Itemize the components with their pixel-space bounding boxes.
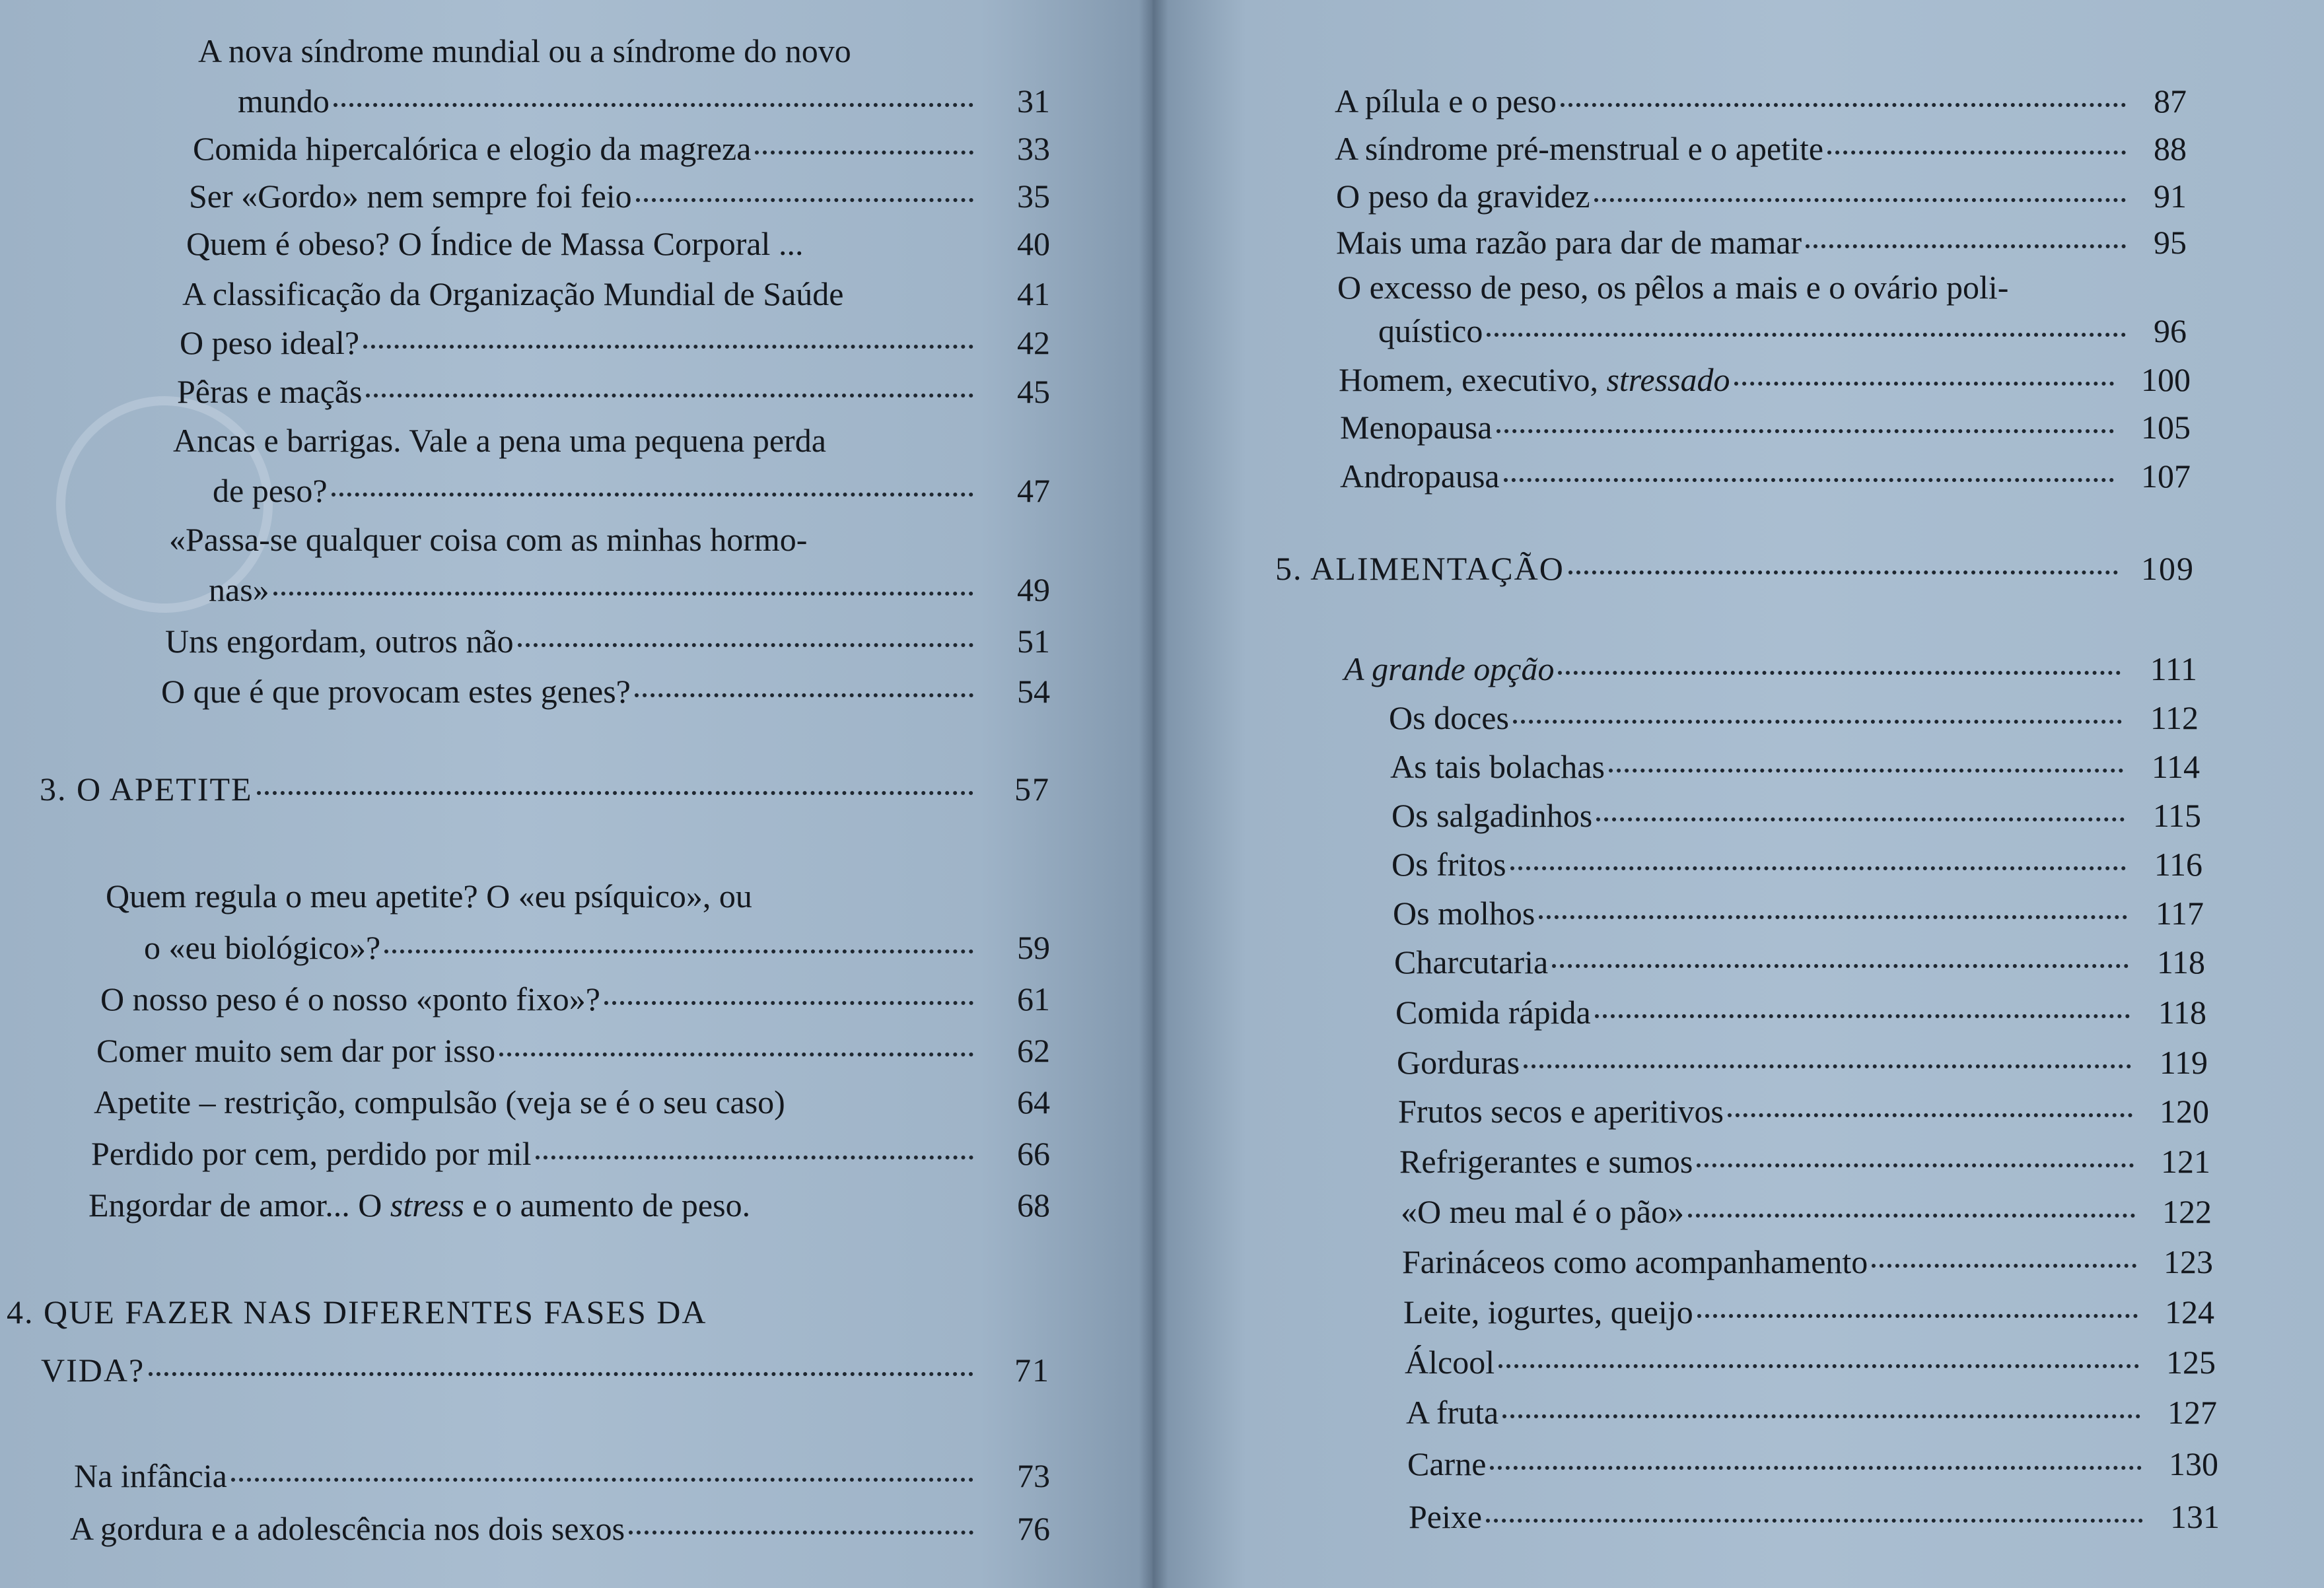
toc-entry-title: Os salgadinhos [1391, 797, 1593, 834]
toc-entry[interactable] [1405, 1339, 2216, 1385]
toc-entry[interactable] [165, 618, 1050, 664]
toc-entry-title: O nosso peso é o nosso «ponto fixo»? [100, 981, 600, 1018]
dot-leader [1490, 1466, 2142, 1470]
toc-entry-title: O peso ideal? [180, 324, 360, 361]
toc-entry[interactable] [1390, 743, 2200, 790]
toc-entry-page: 118 [2158, 994, 2206, 1031]
dot-leader [1510, 866, 2126, 870]
toc-entry[interactable] [94, 1079, 1050, 1125]
dot-leader [332, 493, 973, 497]
left-page [0, 0, 1152, 1588]
toc-entry-title: Perdido por cem, perdido por mil [91, 1135, 532, 1172]
dot-leader [1539, 915, 2127, 919]
toc-entry-page: 95 [2154, 224, 2187, 261]
toc-entry[interactable] [144, 924, 1050, 971]
toc-entry-page: 120 [2160, 1093, 2209, 1130]
toc-entry[interactable] [1394, 939, 2205, 985]
toc-entry[interactable] [88, 1182, 1050, 1228]
toc-entry[interactable] [1401, 1189, 2212, 1235]
toc-entry-page: 35 [1017, 178, 1050, 215]
dot-leader [1827, 151, 2126, 155]
toc-entry[interactable] [193, 125, 1050, 172]
toc-entry-page: 119 [2159, 1044, 2208, 1081]
toc-entry-title: A pílula e o peso [1335, 83, 1557, 120]
toc-entry-page: 41 [1017, 275, 1050, 312]
toc-entry-line1: O excesso de peso, os pêlos a mais e o ovário poli- [1337, 269, 2009, 306]
dot-leader [334, 103, 973, 107]
toc-entry-title: Os molhos [1393, 895, 1535, 932]
dot-leader [257, 791, 973, 795]
toc-entry-title: Na infância [74, 1457, 227, 1494]
dot-leader [1595, 1014, 2130, 1018]
toc-entry-line1: Ancas e barrigas. Vale a pena uma pequena perda [173, 422, 826, 459]
toc-entry-page: 124 [2165, 1294, 2214, 1330]
dot-leader [1552, 964, 2129, 968]
toc-entry-title: Mais uma razão para dar de mamar [1336, 224, 1802, 261]
toc-entry-title: Carne [1407, 1445, 1487, 1482]
toc-entry-page: 68 [1017, 1187, 1050, 1224]
toc-entry-page: 57 [1014, 771, 1050, 808]
dot-leader [604, 1001, 973, 1005]
toc-entry[interactable] [1340, 404, 2191, 450]
toc-entry-title: nas» [209, 571, 269, 608]
toc-entry-page: 116 [2154, 846, 2202, 883]
toc-entry-title: Refrigerantes e sumos [1399, 1143, 1693, 1180]
dot-leader [499, 1053, 973, 1056]
dot-leader [1513, 720, 2122, 724]
toc-entry-title: A síndrome pré-menstrual e o apetite [1335, 130, 1824, 167]
toc-entry[interactable] [1335, 78, 2187, 124]
dot-leader [636, 198, 973, 202]
toc-entry[interactable] [1406, 1389, 2217, 1435]
toc-entry-title: A gordura e a adolescência nos dois sexos [70, 1510, 625, 1547]
toc-entry[interactable] [182, 271, 1050, 317]
toc-entry[interactable] [70, 1505, 1050, 1552]
dot-leader [1568, 570, 2118, 574]
toc-entry-page: 33 [1017, 130, 1050, 167]
toc-entry-title: Os fritos [1391, 846, 1506, 883]
toc-entry-page: 100 [2141, 361, 2191, 398]
toc-entry[interactable] [1391, 841, 2202, 887]
toc-entry-page: 96 [2154, 312, 2187, 349]
toc-entry[interactable] [1336, 173, 2187, 219]
toc-entry-title: Engordar de amor... O stress e o aumento de peso. [88, 1187, 751, 1224]
toc-entry-title: As tais bolachas [1390, 748, 1605, 785]
dot-leader [1728, 1113, 2132, 1117]
toc-entry-title: Comer muito sem dar por isso [96, 1032, 496, 1069]
right-page [1152, 0, 2324, 1588]
toc-entry-title: Quem é obeso? O Índice de Massa Corporal ... [186, 225, 804, 262]
dot-leader [1502, 1414, 2140, 1418]
toc-chapter-title: 5. ALIMENTAÇÃO [1275, 550, 1565, 587]
toc-entry[interactable] [96, 1027, 1050, 1074]
toc-chapter-title: 3. O APETITE [40, 771, 253, 808]
dot-leader [1697, 1314, 2138, 1318]
toc-entry-page: 131 [2170, 1498, 2220, 1535]
toc-entry[interactable] [1395, 989, 2206, 1035]
toc-entry-page: 47 [1017, 472, 1050, 509]
toc-entry[interactable] [74, 1453, 1050, 1499]
dot-leader [1504, 478, 2114, 482]
toc-entry-title: Apetite – restrição, compulsão (veja se é o seu caso) [94, 1084, 785, 1121]
toc-chapter-4[interactable] [41, 1347, 1050, 1393]
dot-leader [1558, 671, 2121, 675]
dot-leader [384, 949, 973, 953]
toc-entry-page: 122 [2162, 1193, 2212, 1230]
dot-leader [1498, 1364, 2139, 1368]
dot-leader [1872, 1264, 2136, 1268]
toc-entry-page: 105 [2141, 409, 2191, 446]
toc-entry-title: Comida rápida [1395, 994, 1591, 1031]
toc-entry-title: Frutos secos e aperitivos [1398, 1093, 1724, 1130]
toc-entry[interactable] [1398, 1088, 2209, 1134]
toc-entry-page: 127 [2167, 1394, 2217, 1431]
toc-entry-page: 45 [1017, 373, 1050, 410]
toc-entry[interactable] [189, 173, 1050, 219]
toc-entry[interactable] [100, 976, 1050, 1022]
dot-leader [1486, 1519, 2143, 1523]
toc-entry-page: 117 [2155, 895, 2204, 932]
toc-entry[interactable] [1403, 1289, 2214, 1335]
dot-leader [518, 643, 973, 647]
toc-entry-title: O peso da gravidez [1336, 178, 1590, 215]
toc-entry-title: Leite, iogurtes, queijo [1403, 1294, 1693, 1330]
toc-entry[interactable] [1340, 453, 2191, 499]
toc-entry-page: 76 [1017, 1510, 1050, 1547]
toc-entry-title: Homem, executivo, stressado [1339, 361, 1730, 398]
dot-leader [363, 345, 973, 349]
toc-entry-page: 61 [1017, 981, 1050, 1018]
toc-entry-title: Ser «Gordo» nem sempre foi feio [189, 178, 632, 215]
toc-entry-title: «O meu mal é o pão» [1401, 1193, 1685, 1230]
dot-leader [149, 1372, 973, 1376]
dot-leader [1497, 429, 2115, 433]
toc-section-title: A grande opção [1344, 650, 1555, 687]
toc-entry-title: Pêras e maçãs [177, 373, 363, 410]
toc-entry-page: 112 [2150, 699, 2199, 736]
toc-chapter-3[interactable] [40, 766, 1050, 812]
toc-section[interactable] [1344, 646, 2197, 692]
toc-entry-line1: «Passa-se qualquer coisa com as minhas hormo- [169, 521, 808, 558]
dot-leader [1697, 1163, 2134, 1167]
toc-entry[interactable] [177, 368, 1050, 415]
dot-leader [536, 1156, 973, 1159]
toc-entry[interactable] [1409, 1494, 2220, 1540]
toc-entry-title: Gorduras [1397, 1044, 1520, 1081]
toc-entry-title: Uns engordam, outros não [165, 623, 514, 660]
toc-entry[interactable] [1389, 695, 2199, 741]
toc-entry-page: 107 [2141, 458, 2191, 495]
toc-entry[interactable] [1402, 1239, 2213, 1285]
toc-entry[interactable] [1378, 308, 2187, 354]
toc-entry-page: 42 [1017, 324, 1050, 361]
dot-leader [1688, 1214, 2135, 1218]
toc-entry-title: o «eu biológico»? [144, 929, 381, 966]
dot-leader [1594, 198, 2126, 202]
dot-leader [1806, 244, 2126, 248]
toc-entry-title: A fruta [1406, 1394, 1499, 1431]
dot-leader [1596, 817, 2125, 821]
toc-entry-title: mundo [238, 83, 330, 120]
toc-entry-title: O que é que provocam estes genes? [161, 673, 631, 710]
dot-leader [231, 1478, 973, 1482]
toc-entry-page: 64 [1017, 1084, 1050, 1121]
toc-entry-page: 91 [2154, 178, 2187, 215]
toc-entry[interactable] [1399, 1138, 2210, 1185]
toc-entry[interactable] [1393, 890, 2204, 936]
toc-entry-page: 109 [2141, 550, 2195, 587]
toc-entry-title: Menopausa [1340, 409, 1493, 446]
toc-entry[interactable] [1335, 125, 2187, 172]
dot-leader [1524, 1064, 2131, 1068]
dot-leader [629, 1531, 973, 1535]
toc-entry-title: Charcutaria [1394, 944, 1549, 981]
dot-leader [273, 592, 973, 596]
toc-entry[interactable] [161, 668, 1050, 714]
toc-entry-page: 130 [2169, 1445, 2218, 1482]
toc-entry-page: 31 [1017, 83, 1050, 120]
toc-entry-title: A classificação da Organização Mundial de Saúde [182, 275, 844, 312]
toc-entry-page: 62 [1017, 1032, 1050, 1069]
toc-entry-page: 66 [1017, 1135, 1050, 1172]
dot-leader [635, 693, 973, 697]
dot-leader [1561, 103, 2126, 107]
book-gutter [1139, 0, 1168, 1588]
toc-entry-page: 87 [2154, 83, 2187, 120]
toc-entry-page: 123 [2164, 1243, 2213, 1280]
toc-entry-page: 73 [1017, 1457, 1050, 1494]
dot-leader [366, 394, 973, 397]
toc-chapter-4-line1: 4. QUE FAZER NAS DIFERENTES FASES DA [7, 1294, 707, 1330]
toc-entry-page: 125 [2166, 1344, 2216, 1381]
toc-entry-title: Peixe [1409, 1498, 1483, 1535]
toc-entry-page: 118 [2156, 944, 2205, 981]
toc-entry-page: 114 [2151, 748, 2200, 785]
toc-entry-title: Os doces [1389, 699, 1509, 736]
toc-entry-title: quístico [1378, 312, 1483, 349]
toc-entry-page: 54 [1017, 673, 1050, 710]
toc-chapter-title: VIDA? [41, 1352, 145, 1389]
toc-entry[interactable] [1391, 792, 2201, 839]
toc-entry-title: Andropausa [1340, 458, 1500, 495]
toc-entry-title: Comida hipercalórica e elogio da magreza [193, 130, 752, 167]
toc-entry-page: 59 [1017, 929, 1050, 966]
toc-entry-title: Álcool [1405, 1344, 1495, 1381]
toc-entry-page: 121 [2161, 1143, 2210, 1180]
toc-entry-page: 40 [1017, 225, 1050, 262]
toc-entry[interactable] [209, 567, 1050, 613]
toc-entry-page: 111 [2150, 650, 2197, 687]
dot-leader [755, 151, 973, 155]
toc-entry-line1: A nova síndrome mundial ou a síndrome do novo [198, 32, 851, 69]
toc-entry[interactable] [1339, 357, 2191, 403]
toc-entry-page: 49 [1017, 571, 1050, 608]
toc-entry[interactable] [213, 467, 1050, 514]
toc-entry[interactable] [1407, 1441, 2218, 1487]
toc-entry[interactable] [180, 320, 1050, 366]
toc-entry-page: 115 [2152, 797, 2201, 834]
toc-entry-page: 71 [1014, 1352, 1050, 1389]
dot-leader [1734, 382, 2114, 386]
toc-entry[interactable] [91, 1130, 1050, 1177]
toc-entry-title: de peso? [213, 472, 328, 509]
toc-entry[interactable] [1397, 1039, 2208, 1086]
toc-entry[interactable] [186, 221, 1050, 267]
toc-entry[interactable] [238, 78, 1050, 124]
dot-leader [1487, 333, 2126, 337]
toc-entry-page: 88 [2154, 130, 2187, 167]
toc-entry[interactable] [1336, 219, 2187, 265]
toc-entry-title: Farináceos como acompanhamento [1402, 1243, 1868, 1280]
toc-entry-page: 51 [1017, 623, 1050, 660]
toc-entry-line1: Quem regula o meu apetite? O «eu psíquico», ou [106, 878, 752, 915]
toc-chapter-5[interactable] [1275, 545, 2195, 592]
dot-leader [1609, 769, 2123, 773]
